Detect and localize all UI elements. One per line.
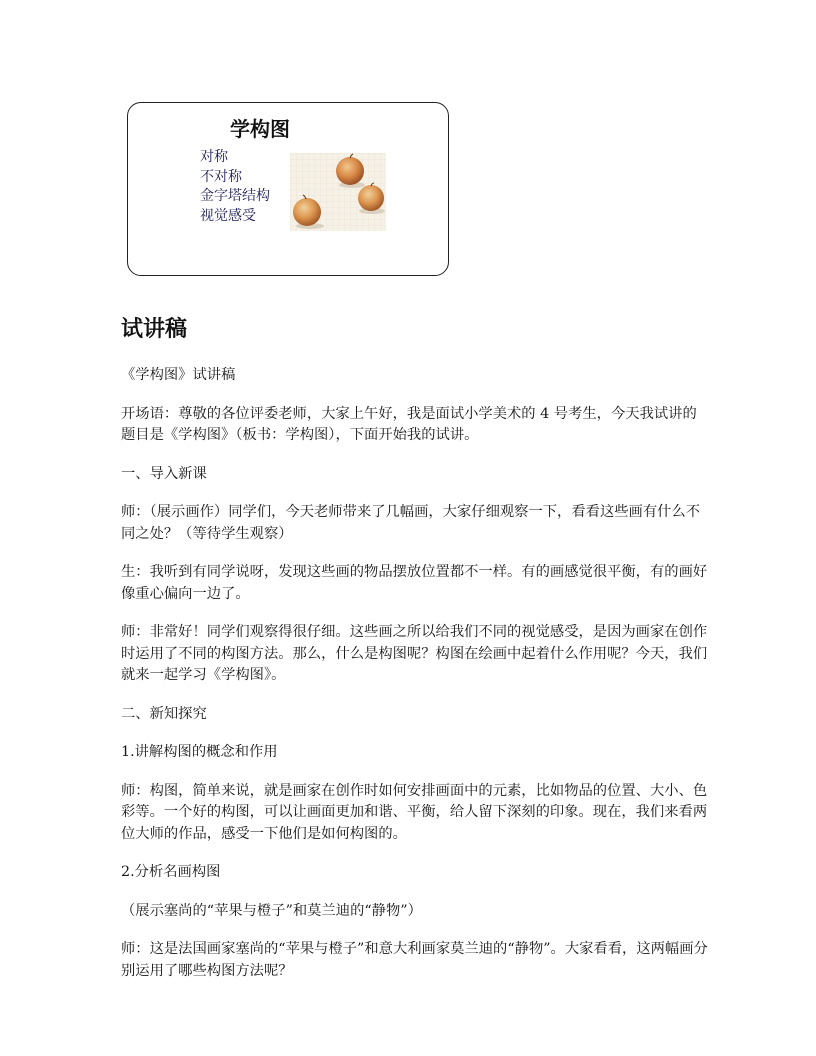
document-body (121, 365, 711, 999)
section-heading: 一、导入新课 (121, 465, 207, 482)
paragraph: 生：我听到有同学说呀，发现这些画的物品摆放位置都不一样。有的画感觉很平衡，有的画好像重心偏向一边了。 (121, 564, 708, 602)
board-keyword-list (200, 148, 270, 226)
blackboard-design-box (127, 102, 449, 276)
apples-still-life-image (290, 153, 386, 231)
board-keyword: 视觉感受 (200, 207, 256, 224)
paragraph: 师：非常好！同学们观察得很仔细。这些画之所以给我们不同的视觉感受，是因为画家在创作时运用了不同的构图方法。那么，什么是构图呢？构图在绘画中起着什么作用呢？今天，我们就来一起学习《学构图》。 (121, 624, 708, 683)
paragraph: 师：（展示画作）同学们，今天老师带来了几幅画，大家仔细观察一下，看看这些画有什么不同之处？（等待学生观察） (121, 504, 701, 542)
document-title: 试讲稿 (121, 317, 188, 342)
paragraph: 《学构图》试讲稿 (121, 367, 236, 383)
paragraph: 师：构图，简单来说，就是画家在创作时如何安排画面中的元素，比如物品的位置、大小、色彩等。一个好的构图，可以让画面更加和谐、平衡，给人留下深刻的印象。现在，我们来看两位大师的作品，感受一下他们是如何构图的。 (121, 782, 708, 842)
paragraph: （展示塞尚的“苹果与橙子”和莫兰迪的“静物”） (121, 902, 422, 919)
paragraph: 师：这是法国画家塞尚的“苹果与橙子”和意大利画家莫兰迪的“静物”。大家看看，这两幅画分别运用了哪些构图方法呢？ (121, 941, 708, 979)
board-keyword: 不对称 (200, 168, 242, 185)
board-keyword: 金字塔结构 (200, 188, 270, 204)
board-title: 学构图 (230, 117, 290, 141)
subsection-heading: 1.讲解构图的概念和作用 (121, 744, 278, 760)
board-keyword: 对称 (200, 149, 228, 165)
paragraph: 开场语：尊敬的各位评委老师，大家上午好，我是面试小学美术的 4 号考生，今天我试讲的题目是《学构图》（板书：学构图），下面开始我的试讲。 (121, 405, 697, 443)
subsection-heading: 2.分析名画构图 (121, 864, 221, 880)
section-heading: 二、新知探究 (121, 705, 207, 722)
